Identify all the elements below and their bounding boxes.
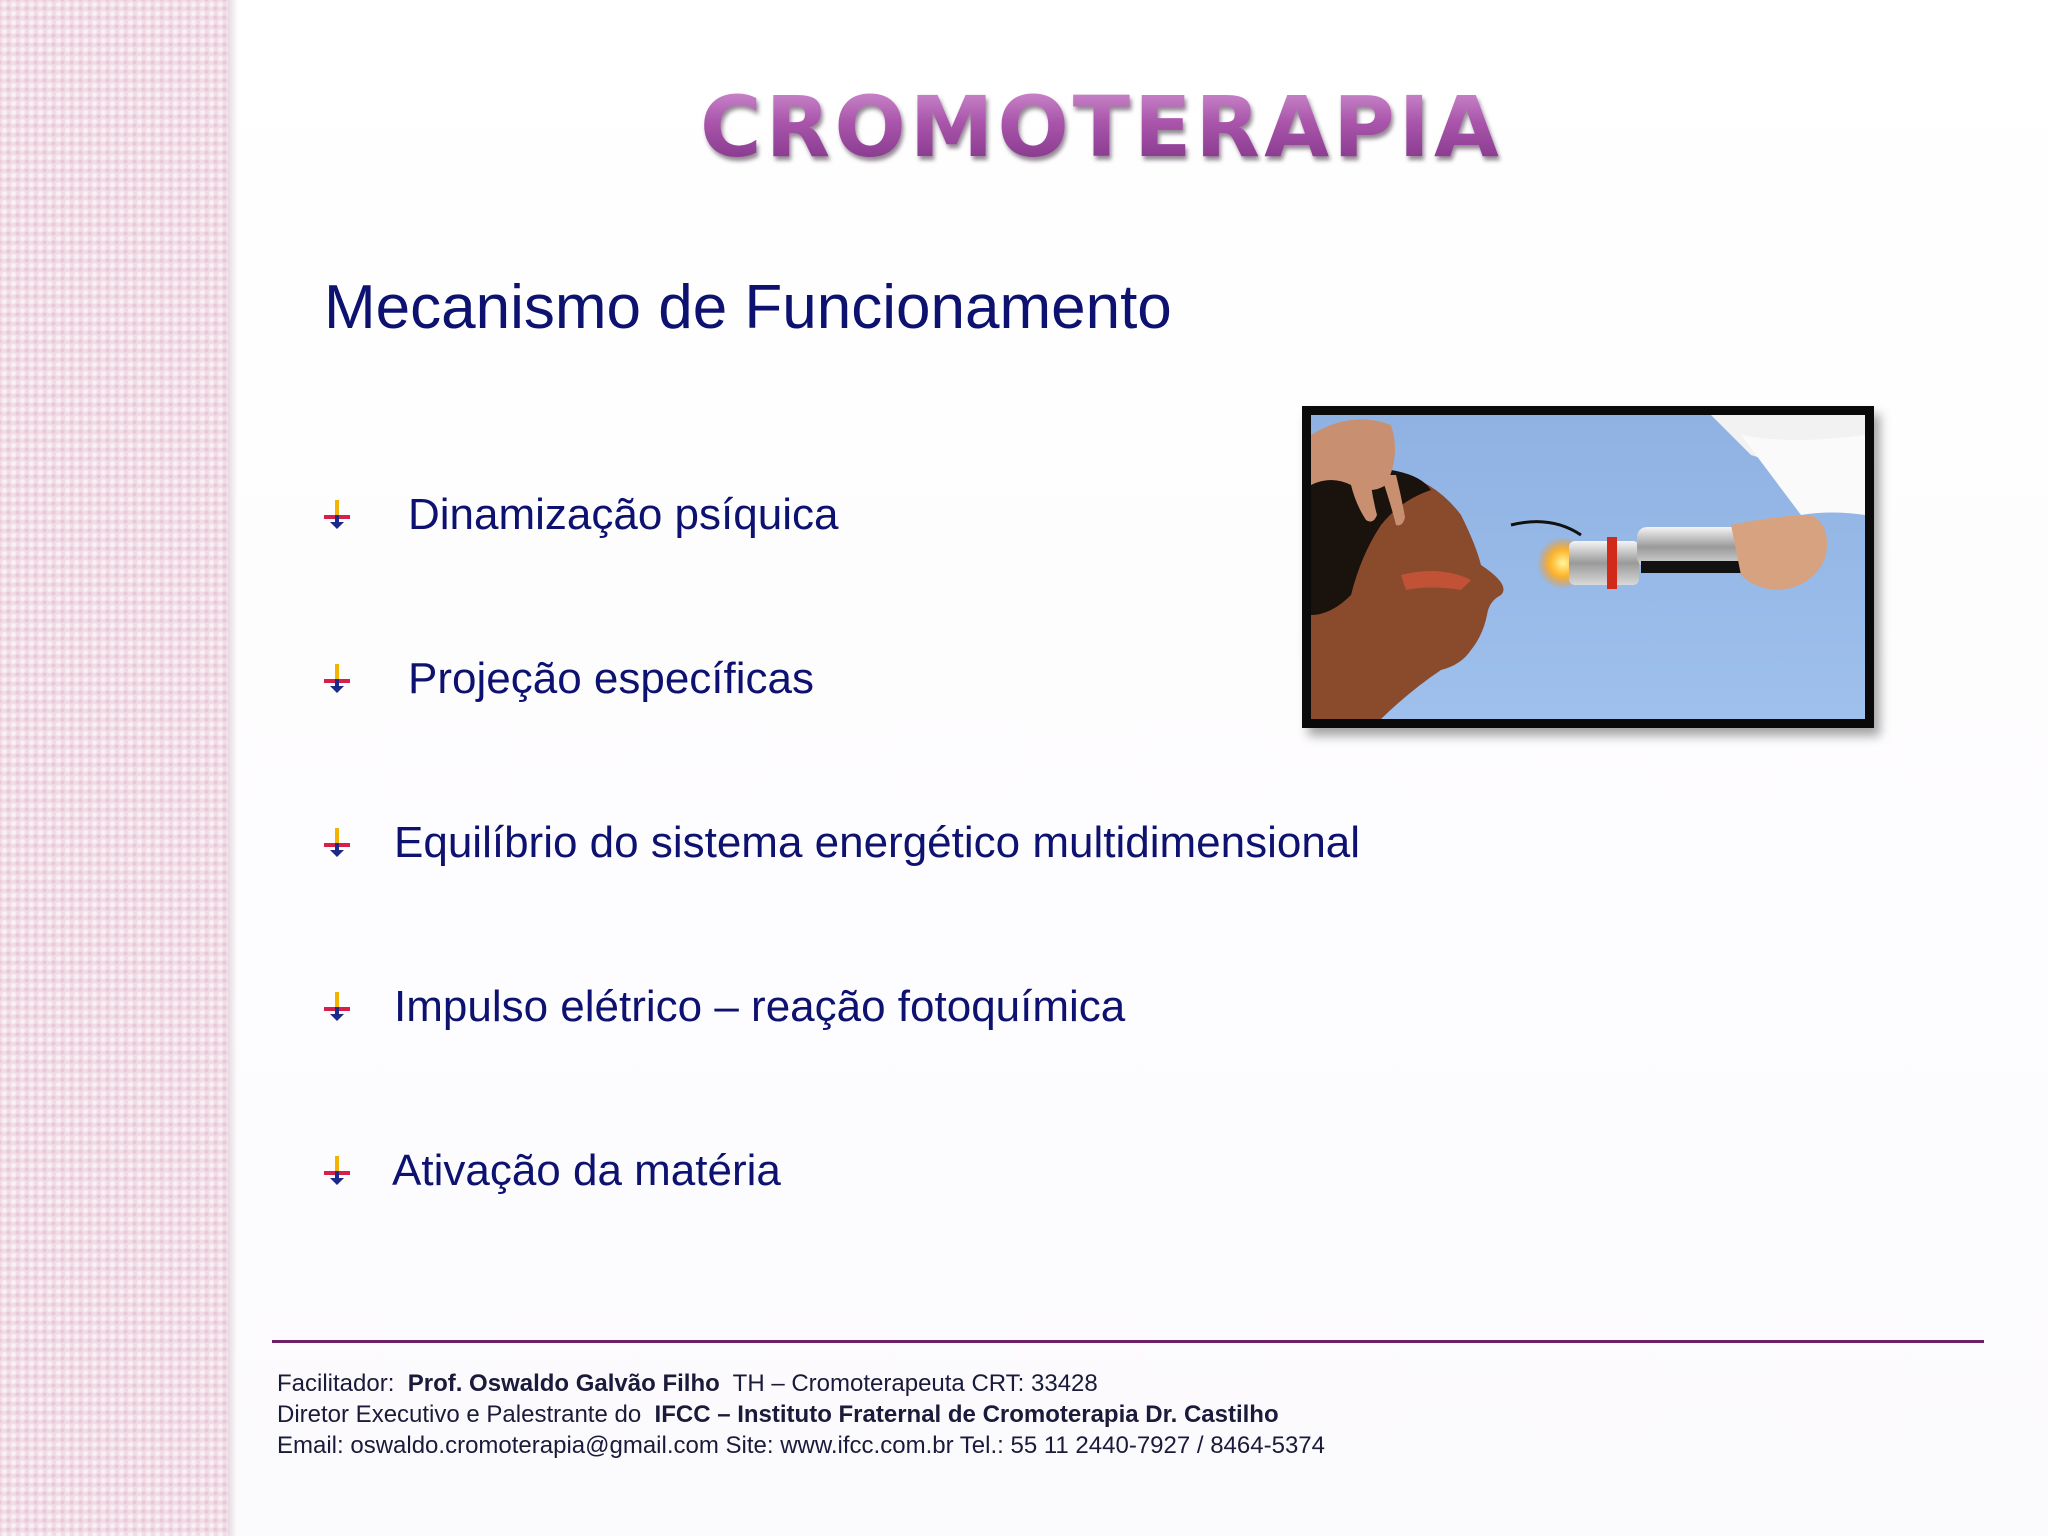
footer-organization: IFCC – Instituto Fraternal de Cromoterapia Dr. Castilho [654,1401,1279,1428]
footer [277,1370,1325,1463]
bullet-text: Projeção específicas [408,654,814,703]
chromotherapy-photo [1302,406,1874,728]
footer-divider [272,1340,1984,1343]
decorative-side-panel [0,0,228,1536]
side-panel-shadow [228,0,238,1536]
bullet-text: Equilíbrio do sistema energético multidimensional [394,818,1361,867]
bullet-text: Dinamização psíquica [408,490,839,539]
bullet-text: Ativação da matéria [392,1146,781,1195]
footer-director-line [277,1401,1325,1432]
bullet-item [320,654,814,704]
footer-facilitator-name: Prof. Oswaldo Galvão Filho [407,1370,720,1397]
slide-heading: Mecanismo de Funcionamento [324,273,1172,342]
bullet-item [320,490,838,540]
bullet-text: Impulso elétrico – reação fotoquímica [394,982,1126,1031]
arrow-cross-bullet-icon [320,498,354,532]
slide-background [238,0,2048,1536]
arrow-cross-bullet-icon [320,990,354,1024]
footer-director-label: Diretor Executivo e Palestrante do [277,1401,642,1428]
footer-contact-line: Email: oswaldo.cromoterapia@gmail.com Site: www.ifcc.com.br Tel.: 55 11 2440-7927 / 8464-5374 [277,1432,1325,1459]
bullet-item [320,1146,781,1196]
footer-facilitator-title: TH – Cromoterapeuta CRT: 33428 [732,1370,1098,1397]
bullet-item [320,818,1360,868]
cromoterapia-logo-title: CROMOTERAPIA [700,78,1503,176]
arrow-cross-bullet-icon [320,662,354,696]
footer-facilitator-label: Facilitador: [277,1370,395,1397]
arrow-cross-bullet-icon [320,826,354,860]
arrow-cross-bullet-icon [320,1154,354,1188]
footer-facilitator-line [277,1370,1325,1401]
bullet-item [320,982,1125,1032]
